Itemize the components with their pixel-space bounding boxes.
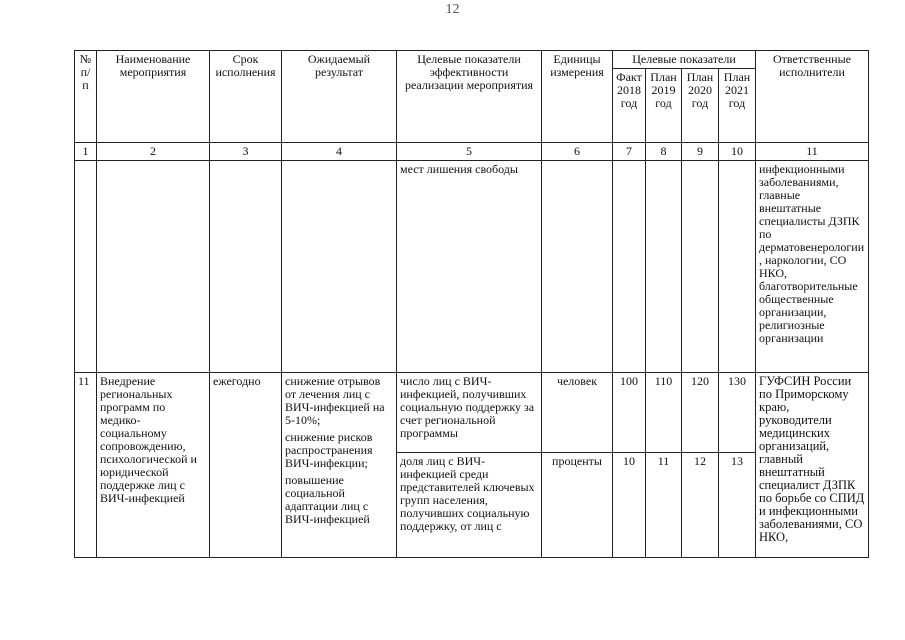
header-plan-2019: План 2019 год xyxy=(646,69,682,143)
header-indicators: Целевые показатели эффективности реализации мероприятия xyxy=(397,51,542,143)
header-result: Ожидаемый результат xyxy=(282,51,397,143)
table-cell xyxy=(613,161,646,373)
value-plan-2021: 13 xyxy=(731,454,743,468)
header-row xyxy=(75,51,869,69)
indicator-text: доля лиц с ВИЧ-инфекцией среди представителей ключевых групп населения, получивших социальную поддержку, от лиц с xyxy=(400,454,535,533)
value-fact-2018: 10 xyxy=(623,454,635,468)
activity-name: Внедрение региональных программ по медико-социальному сопровождению, психологической и юридической поддержке лиц с ВИЧ-инфекцией xyxy=(97,373,210,558)
responsible-executors: ГУФСИН России по Приморскому краю, руководители медицинских организаций, главный внештатный специалист ДЗПК по борьбе со СПИД и инфекционными заболеваниями, СО НКО, xyxy=(756,373,869,558)
table-cell xyxy=(682,161,719,373)
continued-indicator: мест лишения свободы xyxy=(397,161,542,373)
activity-term: ежегодно xyxy=(210,373,282,558)
column-number: 2 xyxy=(97,143,210,161)
column-number: 9 xyxy=(682,143,719,161)
header-responsible: Ответственные исполнители xyxy=(756,51,869,143)
column-number: 7 xyxy=(613,143,646,161)
header-units: Единицы измерения xyxy=(542,51,613,143)
action-plan-table xyxy=(74,50,869,558)
result-item: снижение рисков распространения ВИЧ-инфекции; xyxy=(285,430,373,470)
table-cell xyxy=(542,161,613,373)
column-number: 3 xyxy=(210,143,282,161)
fact-2018-cell xyxy=(613,373,646,558)
table-cell xyxy=(646,161,682,373)
page-number: 12 xyxy=(445,2,460,17)
header-target-group: Целевые показатели xyxy=(613,51,756,69)
result-item: снижение отрывов от лечения лиц с ВИЧ-инфекцией на 5-10%; xyxy=(285,374,385,427)
column-number: 11 xyxy=(756,143,869,161)
plan-2020-cell xyxy=(682,373,719,558)
header-name: Наименование мероприятия xyxy=(97,51,210,143)
column-number: 6 xyxy=(542,143,613,161)
column-number: 1 xyxy=(75,143,97,161)
continued-responsible: инфекционными заболеваниями, главные внештатные специалисты ДЗПК по дерматовенерологии, наркологии, СО НКО, благотворительные общественные организации, религиозные организации xyxy=(756,161,869,373)
column-number-row xyxy=(75,143,869,161)
table-cell xyxy=(719,161,756,373)
expected-result xyxy=(282,373,397,558)
column-number: 10 xyxy=(719,143,756,161)
indicator-text: число лиц с ВИЧ-инфекцией, получивших социальную поддержку за счет региональной программы xyxy=(397,373,541,453)
header-plan-2020: План 2020 год xyxy=(682,69,719,143)
value-plan-2019: 110 xyxy=(646,373,681,453)
plan-2019-cell xyxy=(646,373,682,558)
header-plan-2021: План 2021 год xyxy=(719,69,756,143)
value-plan-2019: 11 xyxy=(657,454,670,468)
table-cell xyxy=(97,161,210,373)
value-plan-2020: 12 xyxy=(694,454,706,468)
indicator-unit: проценты xyxy=(552,454,602,468)
plan-2021-cell xyxy=(719,373,756,558)
indicator-unit: человек xyxy=(542,373,612,453)
column-number: 4 xyxy=(282,143,397,161)
result-item: повышение социальной адаптации лиц с ВИЧ-инфекцией xyxy=(285,473,370,526)
unit-cell xyxy=(542,373,613,558)
indicator-cell xyxy=(397,373,542,558)
row-number: 11 xyxy=(75,373,97,558)
table-row-continued xyxy=(75,161,869,373)
column-number: 8 xyxy=(646,143,682,161)
table-row-11 xyxy=(75,373,869,558)
table-cell xyxy=(75,161,97,373)
table-cell xyxy=(210,161,282,373)
value-plan-2021: 130 xyxy=(719,373,755,453)
header-term: Срок исполнения xyxy=(210,51,282,143)
column-number: 5 xyxy=(397,143,542,161)
header-fact-2018: Факт 2018 год xyxy=(613,69,646,143)
value-fact-2018: 100 xyxy=(613,373,645,453)
value-plan-2020: 120 xyxy=(682,373,718,453)
header-num: № п/п xyxy=(75,51,97,143)
table-cell xyxy=(282,161,397,373)
